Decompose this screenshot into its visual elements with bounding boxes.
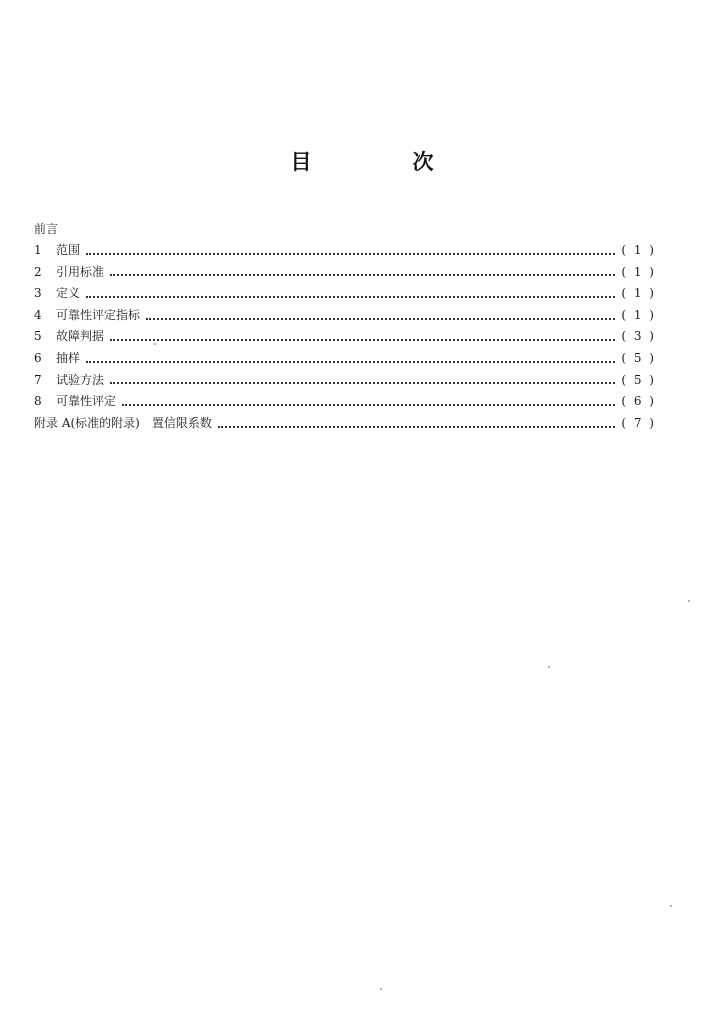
toc-entry-label: 引用标准: [56, 264, 105, 279]
dot-leader: [110, 382, 615, 384]
dot-leader: [86, 296, 615, 298]
toc-preface: 前言: [34, 222, 59, 236]
toc-entry-number: 1: [34, 243, 42, 257]
toc-entry-4: [34, 305, 656, 327]
dot-leader: [146, 318, 615, 320]
toc-entry-label: 试验方法: [56, 372, 105, 387]
toc-entry-number: 4: [34, 307, 42, 322]
toc-entry-5: [34, 326, 656, 348]
scan-speck: [548, 666, 550, 668]
toc-entry-number: 6: [34, 350, 42, 365]
dot-leader: [110, 339, 615, 341]
table-of-contents: [34, 219, 656, 434]
page-title: 目 次: [290, 149, 474, 174]
toc-entry-label: 附录 A(标准的附录) 置信限系数: [34, 415, 212, 430]
scan-speck: [154, 343, 156, 345]
toc-entry-number: 2: [34, 264, 42, 279]
toc-entry-page: ( 7 ): [621, 415, 656, 430]
toc-entry-label: 抽样: [56, 350, 81, 365]
dot-leader: [86, 253, 615, 255]
toc-entry-page: ( 1 ): [621, 286, 656, 301]
toc-entry-number: 7: [34, 372, 42, 387]
toc-entry-page: ( 5 ): [621, 350, 656, 365]
toc-entry-number: 3: [34, 286, 42, 301]
dot-leader: [110, 274, 615, 276]
toc-entry-number: 5: [34, 329, 42, 344]
scan-speck: [688, 600, 690, 602]
toc-entry-label: 定义: [56, 286, 81, 301]
toc-entry-3: [34, 283, 656, 305]
scan-speck: [670, 905, 672, 907]
dot-leader: [218, 426, 616, 428]
toc-entry-6: [34, 348, 656, 370]
toc-entry-appendix-a: [34, 413, 656, 435]
toc-entry-label: 可靠性评定: [56, 394, 117, 409]
toc-entry-7: [34, 370, 656, 392]
toc-entry-label: 范围: [56, 243, 81, 257]
toc-entry-label: 故障判据: [56, 329, 105, 344]
dot-leader: [122, 404, 615, 406]
toc-entry-page: ( 5 ): [621, 372, 656, 387]
toc-entry-page: ( 1 ): [621, 264, 656, 279]
toc-entry-2: [34, 262, 656, 284]
toc-entry-label: 可靠性评定指标: [56, 307, 141, 322]
toc-entry-page: ( 6 ): [621, 394, 656, 409]
toc-entry-page: ( 1 ): [621, 307, 656, 322]
toc-entry-8: [34, 391, 656, 413]
toc-entry-1: [34, 240, 656, 262]
dot-leader: [86, 361, 615, 363]
toc-entry-number: 8: [34, 394, 42, 409]
toc-entry-page: ( 1 ): [621, 243, 656, 257]
scan-speck: [380, 988, 382, 990]
toc-entry-page: ( 3 ): [621, 329, 656, 344]
